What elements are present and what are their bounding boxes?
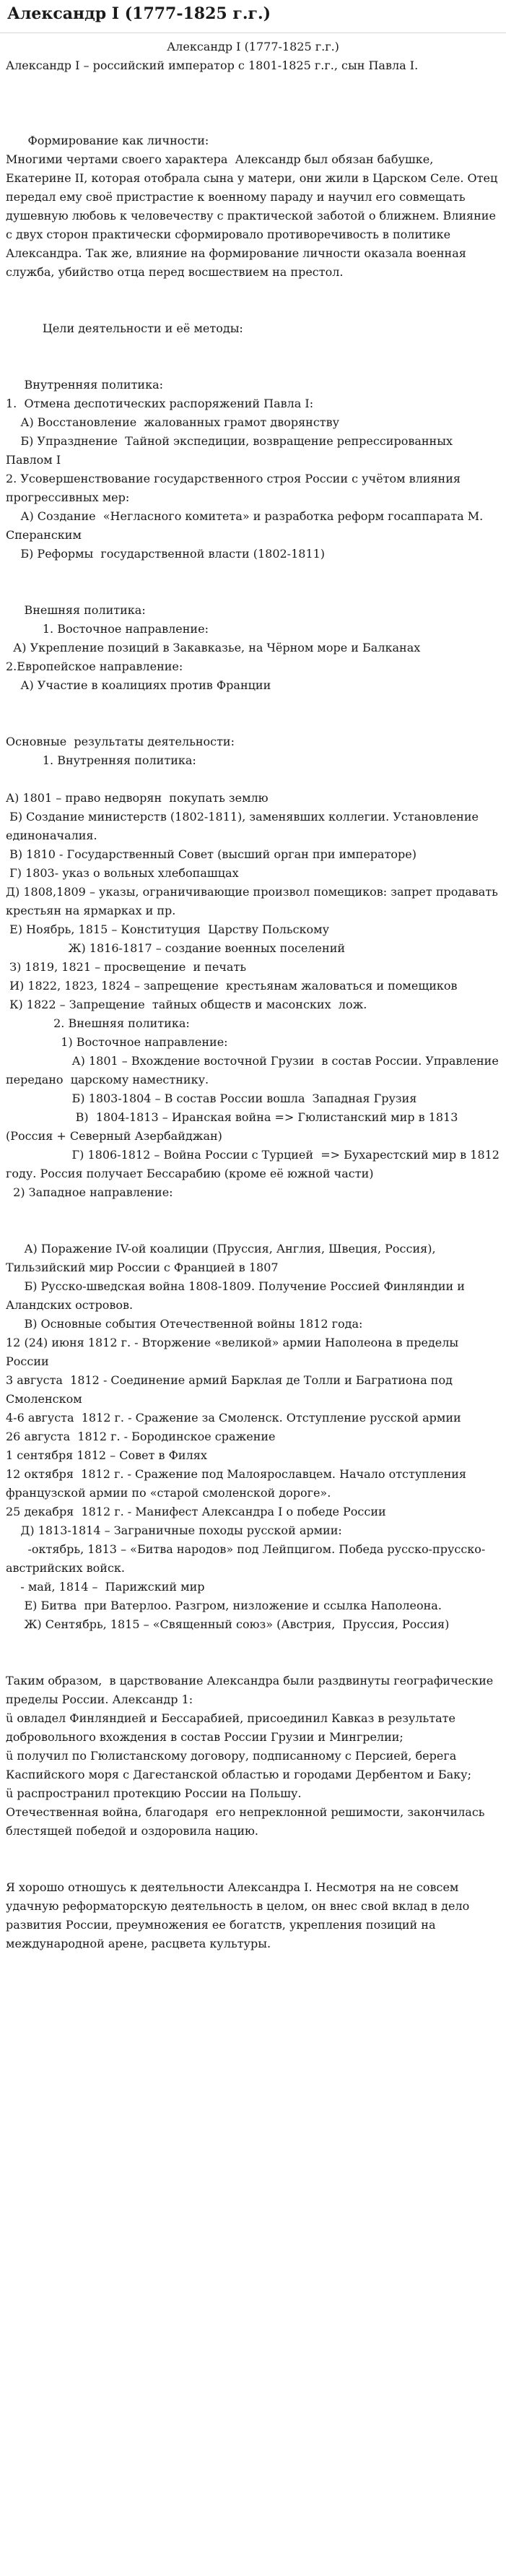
text-line: В) Основные события Отечественной войны 1812 года: (6, 1317, 363, 1331)
text-line: ü распространил протекцию России на Польшу. (6, 1786, 302, 1800)
text-line: Цели деятельности и её методы: (6, 321, 243, 335)
text-line: Внутренняя политика: (6, 378, 164, 392)
text-line: 2. Усовершенствование государственного строя России с учётом влияния прогрессивных мер: (6, 472, 468, 504)
text-line: Б) Реформы государственной власти (1802-1811) (6, 547, 326, 561)
blank-line (6, 563, 500, 582)
text-line: 2.Европейское направление: (6, 660, 183, 673)
text-line: Г) 1803- указ о вольных хлебопашцах (6, 866, 239, 880)
text-line: 1. Внутренняя политика: (6, 753, 196, 767)
text-line: 1. Восточное направление: (6, 622, 209, 636)
blank-line (6, 714, 500, 732)
blank-line (6, 282, 500, 301)
blank-line (6, 1859, 500, 1878)
text-line: 1 сентября 1812 – Совет в Филях (6, 1448, 207, 1462)
text-line: Б) Создание министерств (1802-1811), заменявших коллегии. Установление единоначалия. (6, 810, 483, 842)
text-line: А) Участие в коалициях против Франции (6, 678, 271, 692)
text-line: И) 1822, 1823, 1824 – запрещение крестьянам жаловаться и помещиков (6, 979, 458, 993)
text-line: Александр I (1777-1825 г.г.) (167, 40, 339, 53)
blank-line (6, 695, 500, 714)
blank-line (6, 1653, 500, 1672)
blank-line (6, 94, 500, 113)
text-line: Формирование как личности: (6, 134, 209, 147)
text-line: Внешняя политика: (6, 603, 146, 617)
text-line: К) 1822 – Запрещение тайных обществ и масонских лож. (6, 998, 367, 1011)
text-line: А) Поражение IV-ой коалиции (Пруссия, Англия, Швеция, Россия), Тильзийский мир России с Францией в 1807 (6, 1242, 440, 1274)
text-line: 2. Внешняя политика: (6, 1016, 190, 1030)
text-line: 25 декабря 1812 г. - Манифест Александра I о победе России (6, 1505, 386, 1518)
text-line: А) 1801 – право недворян покупать землю (6, 791, 269, 805)
document-title: Александр I (1777-1825 г.г.) (7, 4, 271, 23)
text-line: Б) Упразднение Тайной экспедиции, возвращение репрессированных Павлом I (6, 434, 457, 467)
text-line: Я хорошо отношусь к деятельности Александра I. Несмотря на не совсем удачную реформаторскую деятельность в целом, он внес свой вклад в дело развития России, преумножения ее богатств, укрепления позиций на международной арене, расцвета культуры. (6, 1880, 474, 1950)
text-line: Д) 1808,1809 – указы, ограничивающие произвол помещиков: запрет продавать крестьян на ярмарках и пр. (6, 885, 502, 917)
blank-line (6, 582, 500, 601)
blank-line (6, 338, 500, 357)
text-line: А) 1801 – Вхождение восточной Грузии в состав России. Управление передано царскому наместнику. (6, 1054, 502, 1086)
text-line: А) Создание «Негласного комитета» и разработка реформ госаппарата М. Сперанским (6, 509, 487, 542)
text-line: Отечественная война, благодаря его непреклонной решимости, закончилась блестящей победой и оздоровила нацию. (6, 1805, 492, 1838)
blank-line (6, 357, 500, 376)
text-line: Б) Русско-шведская война 1808-1809. Получение Россией Финляндии и Аландских островов. (6, 1279, 469, 1312)
blank-line (6, 770, 500, 789)
text-line: А) Восстановление жалованных грамот дворянству (6, 415, 340, 429)
spacer (6, 75, 500, 94)
text-line: 1) Восточное направление: (6, 1035, 228, 1049)
text-line: Г) 1806-1812 – Война России с Турцией => Бухарестский мир в 1812 году. Россия получает Бессарабию (кроме её южной части) (6, 1148, 504, 1180)
text-line: Д) 1813-1814 – Заграничные походы русской армии: (6, 1523, 342, 1537)
text-line: 12 октября 1812 г. - Сражение под Малоярославцем. Начало отступления французской армии по «старой смоленской дороге». (6, 1467, 471, 1500)
text-line: 2) Западное направление: (6, 1185, 173, 1199)
text-line: Многими чертами своего характера Александр был обязан бабушке, Екатерине II, которая отобрала сына у матери, они жили в Царском Селе. Отец передал ему своё пристрастие к военному параду и научил его совмещать душевную любовь к человечеству с практической заботой о ближнем. Влияние с двух сторон практически сформировало противоречивость в политике Александра. Так же, влияние на формирование личности оказала военная служба, убийство отца перед восшествием на престол. (6, 152, 502, 279)
blank-line (6, 1202, 500, 1221)
text-line: В) 1804-1813 – Иранская война => Гюлистанский мир в 1813 (Россия + Северный Азербайджан) (6, 1110, 462, 1143)
title-bar (0, 0, 506, 33)
text-line: 26 августа 1812 г. - Бородинское сражение (6, 1430, 276, 1443)
text-line: -октябрь, 1813 – «Битва народов» под Лейпцигом. Победа русско-прусско-австрийских войск. (6, 1542, 486, 1575)
text-line: 4-6 августа 1812 г. - Сражение за Смоленск. Отступление русской армии (6, 1411, 461, 1425)
text-line: В) 1810 - Государственный Совет (высший орган при императоре) (6, 847, 416, 861)
document-body (0, 33, 506, 1953)
text-line: Ж) Сентябрь, 1815 – «Священный союз» (Австрия, Пруссия, Россия) (6, 1617, 450, 1631)
text-line: Е) Ноябрь, 1815 – Конституция Царству Польскому (6, 922, 330, 936)
text-line: ü овладел Финляндией и Бессарабией, присоединил Кавказ в результате добровольного вхождения в состав России Грузии и Мингрелии; (6, 1711, 460, 1744)
blank-line (6, 1221, 500, 1240)
text-line: Таким образом, в царствование Александра были раздвинуты географические пределы России. Александр 1: (6, 1674, 497, 1706)
text-line: Б) 1803-1804 – В состав России вошла Западная Грузия (6, 1092, 417, 1105)
text-line: А) Укрепление позиций в Закавказье, на Чёрном море и Балканах (6, 641, 421, 654)
text-line: 3 августа 1812 - Соединение армий Барклая де Толли и Багратиона под Смоленском (6, 1373, 457, 1406)
text-line: - май, 1814 – Парижский мир (6, 1580, 205, 1594)
spacer (6, 113, 500, 131)
text-line: З) 1819, 1821 – просвещение и печать (6, 960, 247, 974)
text-line: Е) Битва при Ватерлоо. Разгром, низложение и ссылка Наполеона. (6, 1599, 442, 1612)
text-line: Ж) 1816-1817 – создание военных поселений (6, 941, 346, 955)
text-line: ü получил по Гюлистанскому договору, подписанному с Персией, берега Каспийского моря с Дагестанской областью и городами Дербентом и Баку; (6, 1749, 471, 1781)
blank-line (6, 301, 500, 319)
blank-line (6, 1634, 500, 1653)
blank-line (6, 1841, 500, 1859)
text-line: 1. Отмена деспотических распоряжений Павла I: (6, 397, 314, 410)
text-line: Александр I – российский император с 1801-1825 г.г., сын Павла I. (6, 59, 419, 72)
text-line: 12 (24) июня 1812 г. - Вторжение «великой» армии Наполеона в пределы России (6, 1336, 463, 1368)
text-line: Основные результаты деятельности: (6, 735, 235, 748)
